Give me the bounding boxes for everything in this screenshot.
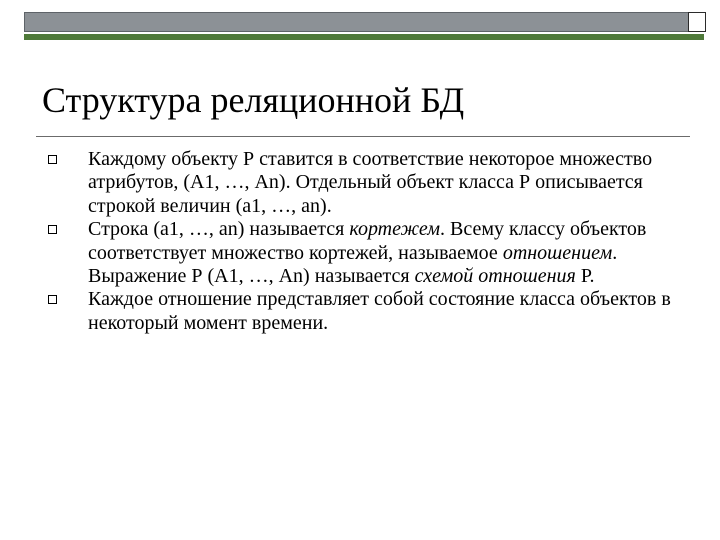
top-decorative-square (688, 12, 706, 32)
hollow-square-bullet-icon (48, 225, 57, 234)
bullet-text (88, 218, 698, 288)
text-run: Р. (575, 265, 595, 288)
term-relation: отношением (502, 241, 613, 264)
accent-line (24, 34, 704, 40)
text-run: Строка (а1, …, аn) называется (88, 218, 350, 241)
term-tuple: кортежем (349, 218, 440, 241)
bullet-list (48, 148, 698, 335)
top-decorative-band (24, 12, 689, 32)
hollow-square-bullet-icon (48, 155, 57, 164)
text-run: . Выражение Р (А1, …, Аn) называется (88, 241, 618, 288)
hollow-square-bullet-icon (48, 295, 57, 304)
title-divider (36, 136, 690, 137)
text-run: Каждому объекту Р ставится в соответствие некоторое множество атрибутов, (А1, …, Аn). Отдельный объект класса Р описывается строкой величин (а1, …, аn). (88, 148, 653, 217)
bullet-item-1 (48, 148, 698, 218)
text-run: . Всему классу объектов соответствует множество кортежей, называемое (88, 218, 647, 264)
bullet-item-3 (48, 288, 698, 335)
bullet-item-2 (48, 218, 698, 288)
text-run: Каждое отношение представляет собой состояние класса объектов в некоторый момент времени. (88, 288, 671, 334)
bullet-text (88, 148, 698, 218)
slide-title: Структура реляционной БД (42, 80, 465, 120)
bullet-text (88, 288, 698, 335)
term-relation-schema: схемой отношения (414, 265, 576, 288)
